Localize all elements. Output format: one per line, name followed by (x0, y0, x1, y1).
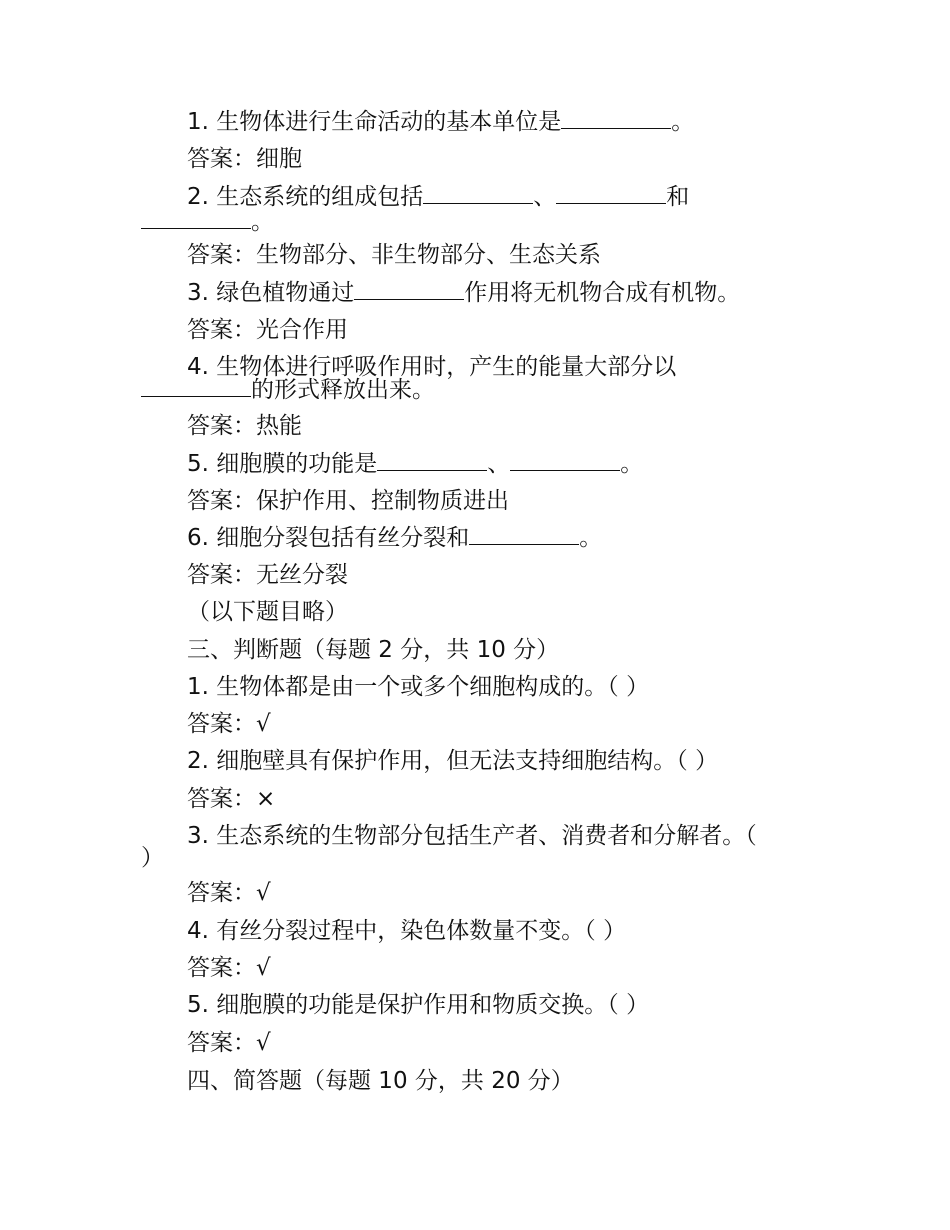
question-text: 2. 生态系统的组成包括 (187, 184, 424, 210)
fill-in-question-5 (187, 450, 643, 478)
fill-in-question-4-continued (141, 376, 435, 404)
section-heading-true-false: 三、判断题（每题 2 分，共 10 分） (187, 637, 560, 663)
true-false-answer-5: 答案：√ (187, 1030, 271, 1056)
true-false-question-5: 5. 细胞膜的功能是保护作用和物质交换。（ ） (187, 992, 650, 1018)
question-end: 。 (671, 109, 695, 135)
fill-in-answer-2: 答案：生物部分、非生物部分、生态关系 (187, 242, 601, 268)
answer-blank (556, 183, 666, 204)
answer-blank (141, 208, 251, 229)
separator: 和 (666, 184, 690, 210)
fill-in-question-2 (187, 183, 689, 211)
separator: 、 (533, 184, 557, 210)
fill-in-answer-3: 答案：光合作用 (187, 317, 348, 343)
fill-in-question-6 (187, 524, 602, 552)
true-false-answer-3: 答案：√ (187, 880, 271, 906)
answer-blank (469, 524, 579, 545)
answer-blank (561, 108, 671, 129)
answer-blank (423, 183, 533, 204)
question-end: 。 (620, 451, 644, 477)
question-end: 。 (579, 525, 603, 551)
fill-in-question-3 (187, 279, 740, 307)
question-end: 。 (251, 209, 274, 235)
fill-in-question-1 (187, 108, 694, 136)
fill-in-question-2-continued (141, 208, 274, 236)
true-false-question-3-continued: ） (141, 845, 164, 871)
fill-in-question-4: 4. 生物体进行呼吸作用时，产生的能量大部分以 (187, 354, 677, 380)
answer-blank (510, 450, 620, 471)
fill-in-answer-1: 答案：细胞 (187, 146, 302, 172)
separator: 、 (487, 451, 511, 477)
fill-in-answer-5: 答案：保护作用、控制物质进出 (187, 488, 509, 514)
question-text: 3. 绿色植物通过 (187, 280, 355, 306)
fill-in-answer-4: 答案：热能 (187, 413, 302, 439)
true-false-answer-1: 答案：√ (187, 711, 271, 737)
omitted-note: （以下题目略） (187, 599, 348, 625)
fill-in-answer-6: 答案：无丝分裂 (187, 562, 348, 588)
true-false-question-1: 1. 生物体都是由一个或多个细胞构成的。（ ） (187, 674, 650, 700)
true-false-question-3: 3. 生态系统的生物部分包括生产者、消费者和分解者。（ (187, 823, 757, 849)
question-rest: 的形式释放出来。 (251, 377, 435, 403)
true-false-question-4: 4. 有丝分裂过程中，染色体数量不变。（ ） (187, 918, 627, 944)
answer-blank (377, 450, 487, 471)
section-heading-short-answer: 四、简答题（每题 10 分，共 20 分） (187, 1068, 574, 1094)
answer-blank (354, 279, 464, 300)
answer-blank (141, 376, 251, 397)
question-text: 1. 生物体进行生命活动的基本单位是 (187, 109, 562, 135)
true-false-question-2: 2. 细胞壁具有保护作用，但无法支持细胞结构。（ ） (187, 748, 719, 774)
true-false-answer-4: 答案：√ (187, 955, 271, 981)
true-false-answer-2: 答案：× (187, 786, 276, 812)
question-rest: 作用将无机物合成有机物。 (464, 280, 741, 306)
question-text: 5. 细胞膜的功能是 (187, 451, 378, 477)
question-text: 6. 细胞分裂包括有丝分裂和 (187, 525, 470, 551)
